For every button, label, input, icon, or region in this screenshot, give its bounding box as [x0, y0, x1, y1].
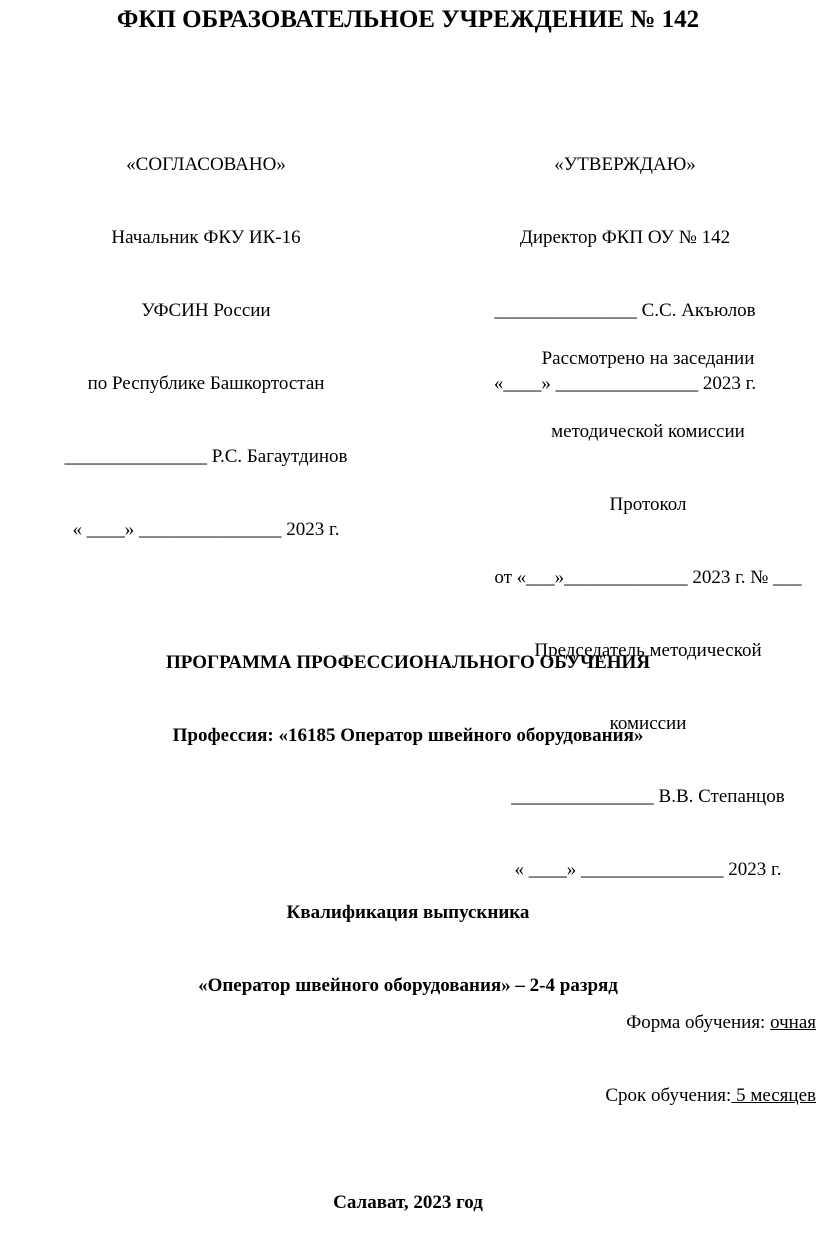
approve-date: «____» _______________ 2023 г. — [493, 373, 757, 394]
agreed-signature: _______________ Р.С. Багаутдинов — [64, 446, 348, 467]
study-form-value: очная — [770, 1012, 816, 1033]
place-year: Салават, 2023 год — [333, 1192, 483, 1213]
agreed-heading: «СОГЛАСОВАНО» — [126, 154, 286, 175]
institution-title: ФКП ОБРАЗОВАТЕЛЬНОЕ УЧРЕЖДЕНИЕ № 142 — [116, 6, 700, 33]
qualification-title: Квалификация выпускника — [286, 902, 530, 923]
agreed-region: по Республике Башкортостан — [87, 373, 325, 394]
study-info — [316, 964, 816, 1132]
program-profession: Профессия: «16185 Оператор швейного оборудования» — [172, 725, 644, 746]
commission-chair-2: комиссии — [609, 713, 687, 734]
program-block — [0, 604, 816, 772]
commission-protocol-date: от «___»_____________ 2023 г. № ___ — [494, 567, 802, 588]
study-term-value: 5 месяцев — [731, 1085, 816, 1106]
program-title: ПРОГРАММА ПРОФЕССИОНАЛЬНОГО ОБУЧЕНИЯ — [165, 652, 651, 673]
qualification-value: «Оператор швейного оборудования» – 2-4 разряд — [198, 975, 618, 996]
approve-signature: _______________ С.С. Акъюлов — [494, 300, 756, 321]
commission-chair: Председатель методической — [534, 640, 762, 661]
study-term-label: Срок обучения: — [605, 1085, 732, 1106]
commission-protocol: Протокол — [609, 494, 687, 515]
commission-line-2: методической комиссии — [551, 421, 745, 442]
study-term — [316, 1081, 816, 1110]
approve-position: Директор ФКП ОУ № 142 — [519, 227, 731, 248]
commission-signature: _______________ В.В. Степанцов — [511, 786, 785, 807]
agreed-organization: УФСИН России — [141, 300, 271, 321]
approve-heading: «УТВЕРЖДАЮ» — [554, 154, 696, 175]
agreed-date: « ____» _______________ 2023 г. — [72, 519, 340, 540]
study-form — [316, 1008, 816, 1037]
commission-line-1: Рассмотрено на заседании — [541, 348, 755, 369]
commission-date: « ____» _______________ 2023 г. — [514, 859, 782, 880]
commission-block — [440, 300, 816, 906]
agreed-block — [16, 106, 396, 566]
agreed-position: Начальник ФКУ ИК-16 — [111, 227, 301, 248]
study-form-label: Форма обучения: — [626, 1012, 771, 1033]
